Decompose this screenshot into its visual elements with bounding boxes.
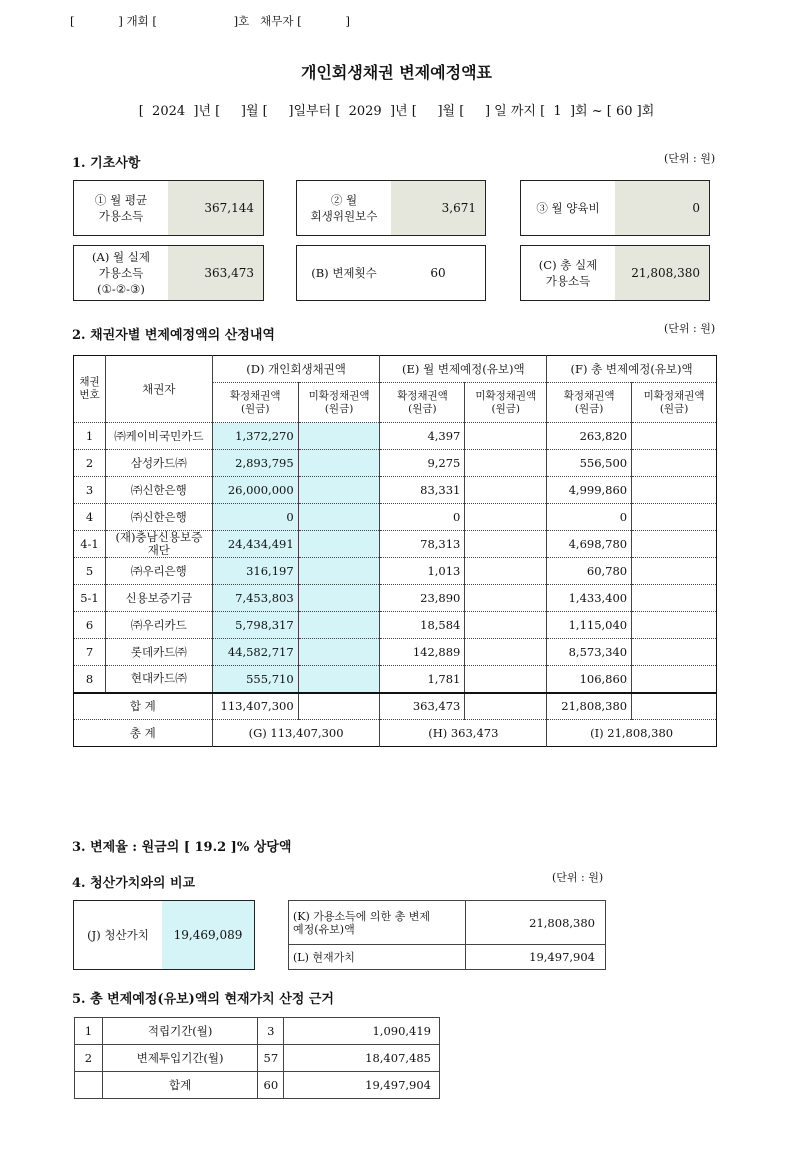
row-creditor: ㈜신한은행	[105, 504, 212, 531]
pv-row-months: 3	[258, 1018, 284, 1045]
row-no: 5-1	[74, 585, 106, 612]
row-e-confirmed: 4,397	[380, 423, 465, 450]
row-creditor: 현대카드㈜	[105, 666, 212, 693]
total-h: (H) 363,473	[380, 720, 547, 747]
pv-row-no	[75, 1072, 103, 1099]
table-row	[75, 1072, 440, 1099]
row-e-confirmed: 23,890	[380, 585, 465, 612]
row-d-unconfirmed	[298, 477, 380, 504]
row-f-unconfirmed	[632, 450, 717, 477]
repayment-count-box	[296, 245, 486, 301]
box-value: 21,808,380	[615, 246, 709, 300]
header-confirmed: 확정채권액 (원금)	[547, 383, 632, 423]
section4-unit: (단위 : 원)	[552, 871, 604, 884]
box-value: 3,671	[391, 181, 485, 235]
l-value: 19,497,904	[466, 945, 606, 970]
row-f-unconfirmed	[632, 639, 717, 666]
box-label: ② 월 회생위원보수	[310, 193, 378, 223]
j-label: (J) 청산가치	[87, 928, 149, 942]
row-creditor: ㈜우리은행	[105, 558, 212, 585]
row-e-confirmed: 78,313	[380, 531, 465, 558]
row-d-unconfirmed	[298, 504, 380, 531]
pv-row-label: 합계	[102, 1072, 257, 1099]
row-d-confirmed: 2,893,795	[212, 450, 298, 477]
row-d-confirmed: 7,453,803	[212, 585, 298, 612]
pv-row-label: 적립기간(월)	[102, 1018, 257, 1045]
section4-heading: 4. 청산가치와의 비교	[72, 876, 196, 891]
row-f-confirmed: 4,999,860	[547, 477, 632, 504]
header-confirmed: 확정채권액 (원금)	[212, 383, 298, 423]
row-d-confirmed: 0	[212, 504, 298, 531]
box-label: ① 월 평균 가용소득	[94, 193, 148, 223]
section1-unit: (단위 : 원)	[664, 152, 716, 165]
row-d-unconfirmed	[298, 450, 380, 477]
pv-row-value: 1,090,419	[284, 1018, 440, 1045]
header-d: (D) 개인회생채권액	[212, 356, 380, 383]
row-d-unconfirmed	[298, 423, 380, 450]
box-label: (C) 총 실제 가용소득	[538, 258, 598, 288]
table-row	[74, 477, 717, 504]
total-income-box	[520, 245, 710, 301]
row-creditor: ㈜우리카드	[105, 612, 212, 639]
header-unconfirmed: 미확정채권액 (원금)	[632, 383, 717, 423]
row-e-unconfirmed	[465, 639, 547, 666]
table-row	[74, 639, 717, 666]
table-row	[75, 1018, 440, 1045]
row-f-confirmed: 8,573,340	[547, 639, 632, 666]
row-f-unconfirmed	[632, 477, 717, 504]
table-row	[74, 450, 717, 477]
comparison-table	[288, 900, 606, 970]
header-no: 채권 번호	[74, 356, 106, 423]
row-f-confirmed: 106,860	[547, 666, 632, 693]
pv-row-months: 60	[258, 1072, 284, 1099]
k-value: 21,808,380	[466, 901, 606, 945]
table-row	[74, 423, 717, 450]
row-d-unconfirmed	[298, 612, 380, 639]
table-row	[74, 558, 717, 585]
box-value: 363,473	[168, 246, 263, 300]
row-e-confirmed: 142,889	[380, 639, 465, 666]
row-d-unconfirmed	[298, 639, 380, 666]
row-d-unconfirmed	[298, 531, 380, 558]
row-e-confirmed: 1,781	[380, 666, 465, 693]
header-f: (F) 총 변제예정(유보)액	[547, 356, 717, 383]
row-creditor: ㈜신한은행	[105, 477, 212, 504]
row-e-unconfirmed	[465, 666, 547, 693]
table-row	[74, 531, 717, 558]
l-label: (L) 현재가치	[289, 945, 466, 970]
actual-income-box	[73, 245, 264, 301]
pv-row-label: 변제투입기간(월)	[102, 1045, 257, 1072]
row-e-confirmed: 0	[380, 504, 465, 531]
subtotal-f-unconfirmed	[632, 693, 717, 720]
table-row	[75, 1045, 440, 1072]
row-d-confirmed: 44,582,717	[212, 639, 298, 666]
row-d-confirmed: 26,000,000	[212, 477, 298, 504]
row-no: 6	[74, 612, 106, 639]
child-support-box	[520, 180, 710, 236]
row-f-unconfirmed	[632, 423, 717, 450]
row-no: 5	[74, 558, 106, 585]
row-e-unconfirmed	[465, 477, 547, 504]
header-confirmed: 확정채권액 (원금)	[380, 383, 465, 423]
row-e-unconfirmed	[465, 612, 547, 639]
k-label: (K) 가용소득에 의한 총 변제 예정(유보)액	[289, 901, 466, 945]
box-value: 0	[615, 181, 709, 235]
row-no: 4	[74, 504, 106, 531]
box-value: 367,144	[168, 181, 263, 235]
header-creditor: 채권자	[105, 356, 212, 423]
row-f-confirmed: 0	[547, 504, 632, 531]
section2-heading: 2. 채권자별 변제예정액의 산정내역	[72, 328, 275, 343]
table-row	[74, 666, 717, 693]
row-no: 2	[74, 450, 106, 477]
row-d-confirmed: 316,197	[212, 558, 298, 585]
j-value: 19,469,089	[162, 901, 254, 969]
table-row	[74, 585, 717, 612]
row-d-confirmed: 5,798,317	[212, 612, 298, 639]
section1-heading: 1. 기초사항	[72, 156, 141, 171]
row-no: 1	[74, 423, 106, 450]
row-e-unconfirmed	[465, 531, 547, 558]
row-e-unconfirmed	[465, 558, 547, 585]
total-i: (I) 21,808,380	[547, 720, 717, 747]
table-row	[74, 612, 717, 639]
creditor-table	[73, 355, 717, 747]
total-g: (G) 113,407,300	[212, 720, 380, 747]
row-f-unconfirmed	[632, 558, 717, 585]
row-no: 7	[74, 639, 106, 666]
row-no: 4-1	[74, 531, 106, 558]
subtotal-d-unconfirmed	[298, 693, 380, 720]
row-e-unconfirmed	[465, 423, 547, 450]
row-e-unconfirmed	[465, 585, 547, 612]
row-creditor: 삼성카드㈜	[105, 450, 212, 477]
row-creditor: 롯데카드㈜	[105, 639, 212, 666]
pv-row-value: 18,407,485	[284, 1045, 440, 1072]
subtotal-e-unconfirmed	[465, 693, 547, 720]
header-unconfirmed: 미확정채권액 (원금)	[298, 383, 380, 423]
header-unconfirmed: 미확정채권액 (원금)	[465, 383, 547, 423]
box-value: 60	[430, 266, 446, 280]
row-no: 8	[74, 666, 106, 693]
section3-heading: 3. 변제율 : 원금의 [ 19.2 ]% 상당액	[72, 840, 292, 855]
subtotal-e: 363,473	[380, 693, 465, 720]
row-d-unconfirmed	[298, 585, 380, 612]
row-d-confirmed: 24,434,491	[212, 531, 298, 558]
row-e-confirmed: 18,584	[380, 612, 465, 639]
pv-row-no: 2	[75, 1045, 103, 1072]
box-label: ③ 월 양육비	[536, 201, 600, 215]
pv-row-no: 1	[75, 1018, 103, 1045]
header-e: (E) 월 변제예정(유보)액	[380, 356, 547, 383]
row-e-unconfirmed	[465, 504, 547, 531]
row-no: 3	[74, 477, 106, 504]
box-label: (A) 월 실제 가용소득 (①-②-③)	[92, 250, 150, 296]
row-e-confirmed: 1,013	[380, 558, 465, 585]
document-title: 개인회생채권 변제예정액표	[300, 63, 493, 82]
monthly-avg-income-box	[73, 180, 264, 236]
table-row	[74, 504, 717, 531]
section2-unit: (단위 : 원)	[664, 322, 716, 335]
row-f-confirmed: 263,820	[547, 423, 632, 450]
row-e-confirmed: 83,331	[380, 477, 465, 504]
row-f-confirmed: 4,698,780	[547, 531, 632, 558]
row-f-confirmed: 556,500	[547, 450, 632, 477]
subtotal-d: 113,407,300	[212, 693, 298, 720]
row-f-confirmed: 60,780	[547, 558, 632, 585]
subtotal-f: 21,808,380	[547, 693, 632, 720]
row-f-unconfirmed	[632, 585, 717, 612]
row-f-unconfirmed	[632, 612, 717, 639]
row-f-unconfirmed	[632, 666, 717, 693]
pv-row-value: 19,497,904	[284, 1072, 440, 1099]
case-line: [ ] 개회 [ ]호 채무자 [ ]	[70, 14, 351, 28]
row-f-confirmed: 1,433,400	[547, 585, 632, 612]
section5-heading: 5. 총 변제예정(유보)액의 현재가치 산정 근거	[72, 992, 334, 1007]
repayment-period: [ 2024 ]년 [ ]월 [ ]일부터 [ 2029 ]년 [ ]월 [ ] 일 까지 [ 1 ]회 ~ [ 60 ]회	[138, 104, 655, 119]
row-d-unconfirmed	[298, 666, 380, 693]
row-creditor: 신용보증기금	[105, 585, 212, 612]
subtotal-label: 합 계	[74, 693, 213, 720]
present-value-table	[74, 1017, 440, 1099]
row-d-confirmed: 555,710	[212, 666, 298, 693]
box-label: (B) 변제횟수	[311, 266, 377, 280]
row-e-unconfirmed	[465, 450, 547, 477]
row-e-confirmed: 9,275	[380, 450, 465, 477]
row-d-confirmed: 1,372,270	[212, 423, 298, 450]
trustee-fee-box	[296, 180, 486, 236]
row-f-unconfirmed	[632, 531, 717, 558]
row-f-unconfirmed	[632, 504, 717, 531]
total-label: 총 계	[74, 720, 213, 747]
liquidation-value-box	[73, 900, 255, 970]
row-d-unconfirmed	[298, 558, 380, 585]
pv-row-months: 57	[258, 1045, 284, 1072]
row-f-confirmed: 1,115,040	[547, 612, 632, 639]
row-creditor: (재)충남신용보증재단	[105, 531, 212, 558]
row-creditor: ㈜케이비국민카드	[105, 423, 212, 450]
